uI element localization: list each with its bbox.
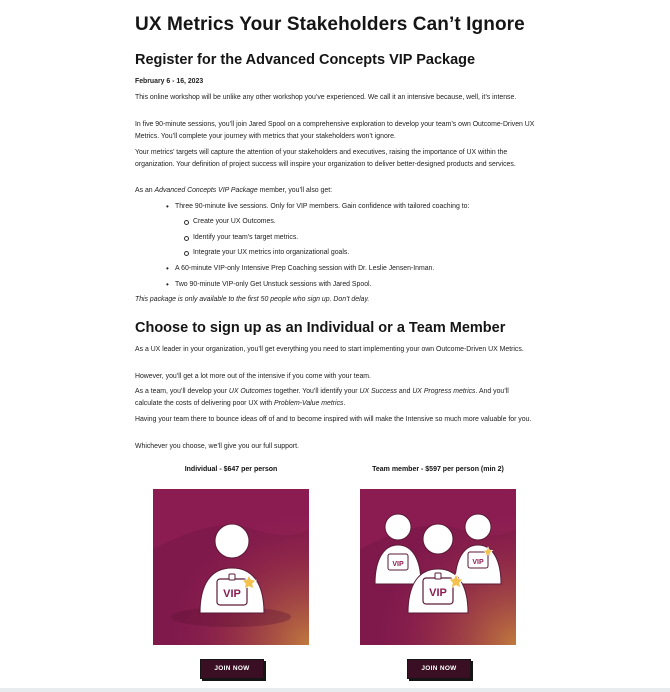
availability-note-text: This package is only available to the first 50 people who sign up. Don’t delay.: [135, 296, 370, 303]
vip-intro-pre: As an: [135, 187, 155, 194]
team-illustration: [360, 489, 516, 645]
text-fragment: and: [397, 388, 413, 395]
intro-paragraph: This online workshop will be unlike any other workshop you’ve experienced. We call it an intensive because, well, it’s intense.: [135, 94, 517, 101]
join-now-individual-button[interactable]: JOIN NOW: [200, 659, 264, 679]
sessions-paragraph: In five 90-minute sessions, you’ll join Jared Spool on a comprehensive exploration to develop your team’s own Outcome-Driven UX Metrics. You’ll complete your journey with metrics that your stakeholders won’t ignore.: [135, 121, 535, 140]
vip-intro-post: member, you’ll also get:: [257, 187, 333, 194]
vip-badge-text: VIP: [472, 559, 484, 566]
text-fragment: together. You’ll identify your: [271, 388, 360, 395]
vip-badge-text: VIP: [392, 561, 404, 568]
term-problem-value: Problem-Value metrics: [274, 399, 344, 407]
join-now-team-button[interactable]: JOIN NOW: [407, 659, 471, 679]
targets-paragraph: Your metrics’ targets will capture the attention of your stakeholders and executives, raising the importance of UX within the organization. Your definition of project success will inspire your organization to deliver better-designed products and services.: [135, 149, 516, 168]
text-fragment: . And you’ll calculate the costs of delivering poor UX with: [135, 388, 509, 407]
vip-package-name: Advanced Concepts VIP Package: [154, 187, 258, 194]
support-paragraph: Whichever you choose, we’ll give you our full support.: [135, 443, 299, 450]
text-fragment: As a team, you’ll develop your: [135, 388, 229, 395]
term-ux-success: UX Success: [359, 388, 397, 395]
register-heading: Register for the Advanced Concepts VIP Package: [135, 52, 476, 68]
list-item: • A 60-minute VIP-only Intensive Prep Coaching session with Dr. Leslie Jensen-Inman.: [175, 263, 434, 274]
list-item: Integrate your UX metrics into organizational goals.: [193, 249, 350, 256]
list-item: • Three 90-minute live sessions. Only for VIP members. Gain confidence with tailored coaching to:: [175, 201, 469, 212]
team-outcomes-paragraph: [135, 386, 535, 409]
term-ux-progress: UX Progress metrics: [412, 388, 476, 395]
list-item: Create your UX Outcomes.: [193, 218, 276, 225]
availability-note: [135, 294, 535, 306]
team-vip-illustration: [360, 489, 516, 645]
footer-divider: [0, 688, 670, 692]
text-fragment: .: [343, 399, 346, 407]
term-ux-outcomes: UX Outcomes: [228, 388, 272, 395]
choose-heading: Choose to sign up as an Individual or a Team Member: [135, 320, 506, 336]
individual-illustration: [153, 489, 309, 645]
vip-intro-paragraph: [135, 185, 535, 197]
list-item: • Two 90-minute VIP-only Get Unstuck sessions with Jared Spool.: [175, 279, 371, 290]
plan-title-individual: Individual - $647 per person: [184, 466, 278, 473]
page-title: UX Metrics Your Stakeholders Can’t Ignore: [135, 14, 525, 35]
individual-vip-illustration: [153, 489, 309, 645]
vip-badge-text: VIP: [223, 588, 241, 600]
plan-title-team: Team member - $597 per person (min 2): [372, 466, 504, 473]
inspired-paragraph: Having your team there to bounce ideas off of and to become inspired with will make the Intensive so much more valuable for you.: [135, 416, 532, 423]
vip-badge-text: VIP: [429, 587, 447, 599]
team-benefit-paragraph: However, you’ll get a lot more out of the intensive if you come with your team.: [135, 373, 371, 380]
list-item: Identify your team’s target metrics.: [193, 234, 299, 241]
event-date: February 6 - 16, 2023: [135, 78, 204, 85]
leader-paragraph: As a UX leader in your organization, you’ll get everything you need to start implementing your own Outcome-Driven UX Metrics.: [135, 346, 524, 353]
